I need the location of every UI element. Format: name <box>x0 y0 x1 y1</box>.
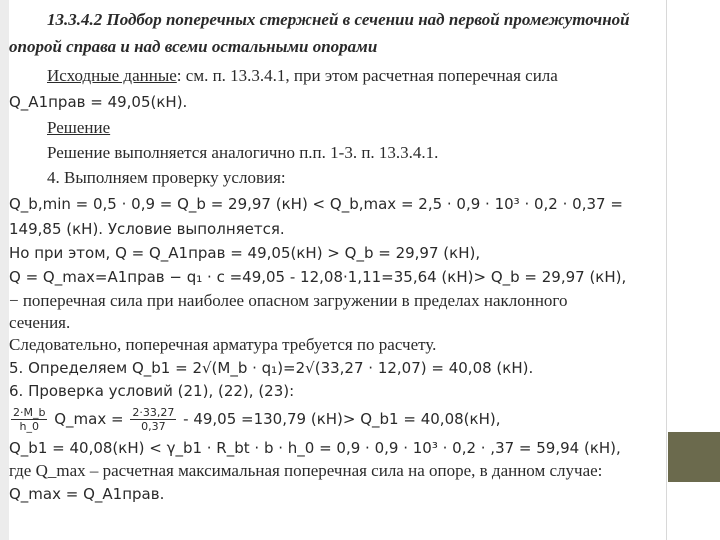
initial-data-text: : см. п. 13.3.4.1, при этом расчетная поперечная сила <box>176 66 558 85</box>
fraction-2mb-h0: $\frac{2\cdot M\_b}{h\_0}$ <box>13 406 46 433</box>
consequently-line: Следовательно, поперечная арматура требуется по расчету. <box>9 335 437 354</box>
condition-formula: Q_b,min = 0,5 · 0,9 = Q_b = 29,97 (кН) < Q_b,max = 2,5 · 0,9 · 10³ · 0,2 · 0,37 = <box>9 195 623 213</box>
qb1-check: Q_b1 = 40,08(кН) < γ_b1 · R_bt · b · h_0 = 0,9 · 0,9 · 10³ · 0,2 · ,37 = 59,94 (кН), <box>9 439 621 457</box>
but-line: Но при этом, Q = Q_A1прав = 49,05(кН) > Q_b = 29,97 (кН), <box>9 244 481 262</box>
fraction-values: $\frac{2\cdot 33,27}{0,37}$ <box>132 406 175 433</box>
solution-label: Решение <box>47 118 111 137</box>
step-4: 4. Выполняем проверку условия: <box>47 168 286 187</box>
solution-line-1: Решение выполняется аналогично п.п. 1-3. п. 13.3.4.1. <box>47 143 439 162</box>
q-line: Q = Q_max=A1прав − q₁ · c =49,05 - 12,08·1,11=35,64 (кН)> Q_b = 29,97 (кН), <box>9 268 627 286</box>
section-word: сечения. <box>9 313 71 332</box>
side-accent-tab <box>668 432 720 482</box>
step-6: 6. Проверка условий (21), (22), (23): <box>9 382 295 400</box>
heading-title-1: Подбор поперечных стержней в сечении над первой промежуточной <box>106 10 630 29</box>
initial-data-line <box>47 66 558 86</box>
qmax-equals: Q_max = <box>54 410 124 428</box>
initial-formula: Q_A1прав = 49,05(кН). <box>9 93 188 111</box>
document-page <box>9 0 665 540</box>
heading-line-2: опорой справа и над всеми остальными опорами <box>9 37 378 56</box>
left-frame-strip <box>0 0 9 540</box>
final-formula: Q_max = Q_A1прав. <box>9 485 165 503</box>
check-tail: - 49,05 =130,79 (кН)> Q_b1 = 40,08(кН), <box>183 410 501 428</box>
dash-line: − поперечная сила при наиболее опасном загружении в пределах наклонного <box>9 291 568 310</box>
heading-line-1 <box>47 10 630 30</box>
condition-result: 149,85 (кН). Условие выполняется. <box>9 220 285 238</box>
step-5: 5. Определяем Q_b1 = 2√(M_b · q₁)=2√(33,27 · 12,07) = 40,08 (кН). <box>9 359 534 377</box>
check-formula <box>9 406 500 433</box>
initial-data-label: Исходные данные <box>47 66 177 85</box>
heading-number: 13.3.4.2 <box>47 10 103 29</box>
where-line: где Q_max – расчетная максимальная поперечная сила на опоре, в данном случае: <box>9 461 603 480</box>
